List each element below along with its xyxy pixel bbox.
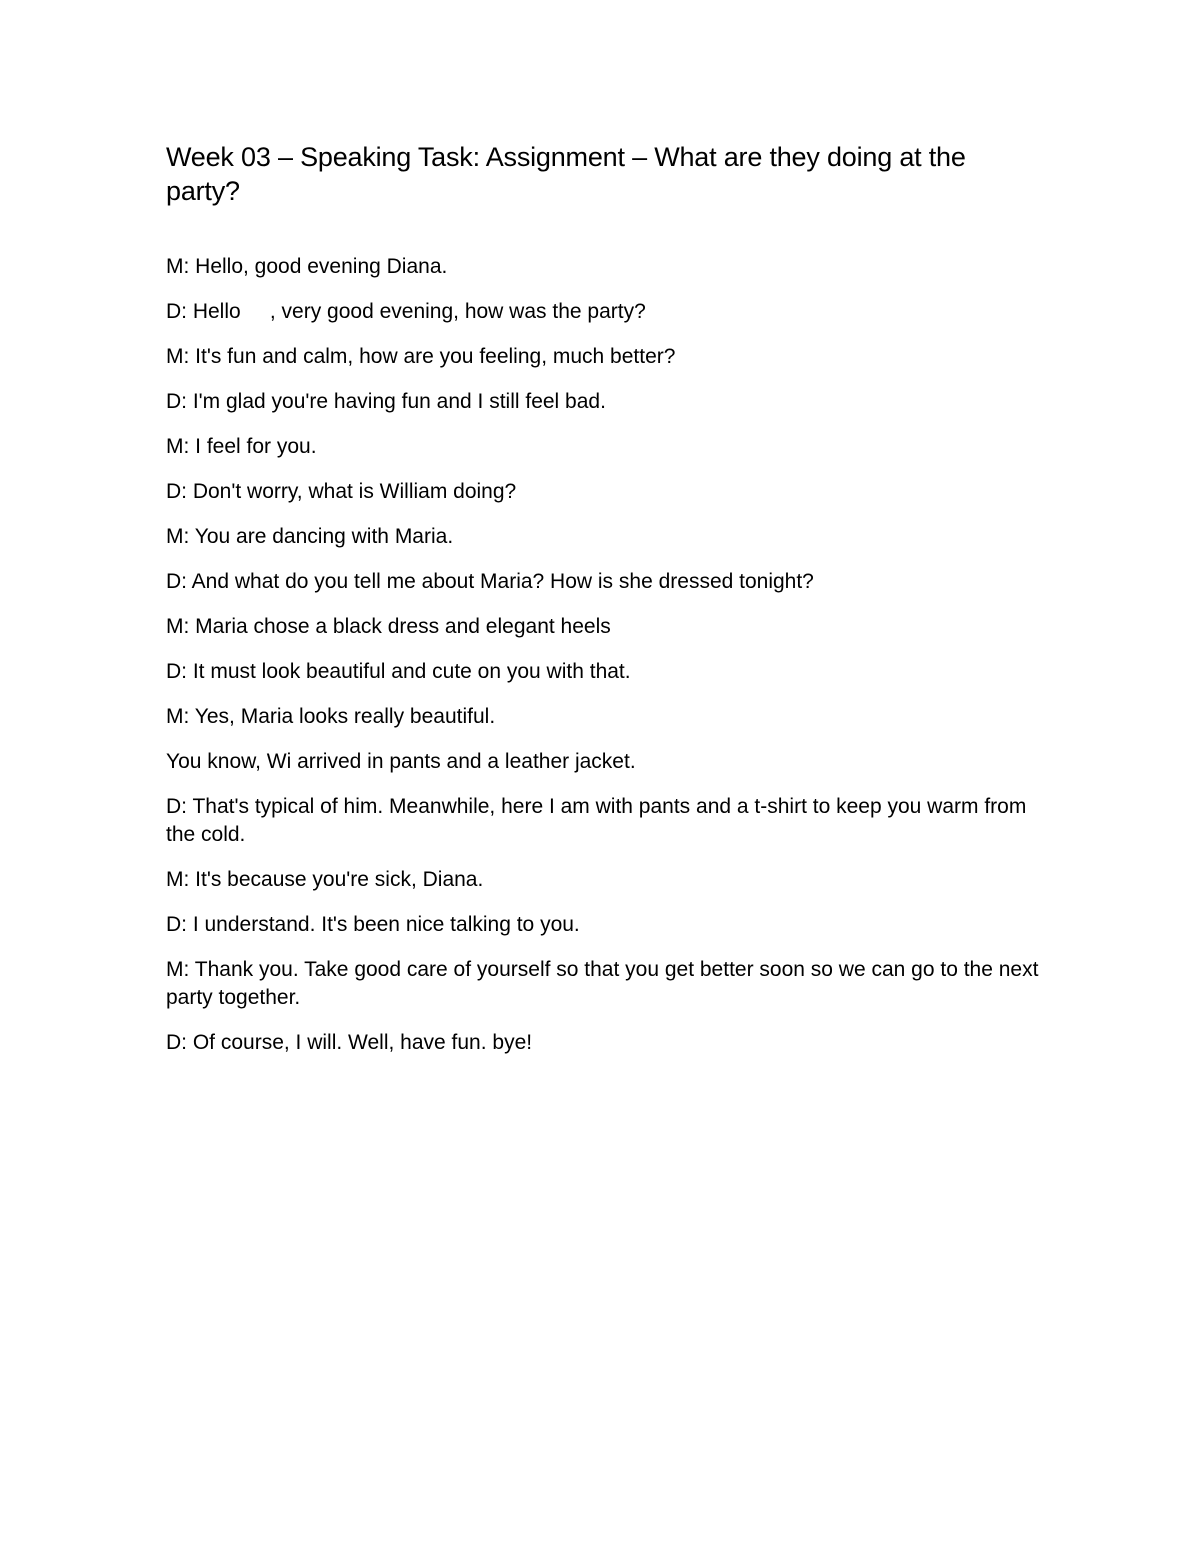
dialogue-line: M: It's fun and calm, how are you feeling, much better?	[166, 345, 676, 368]
dialogue-line: D: And what do you tell me about Maria? How is she dressed tonight?	[166, 570, 814, 593]
dialogue-line: D: Of course, I will. Well, have fun. bye!	[166, 1031, 533, 1054]
dialogue-line: M: It's because you're sick, Diana.	[166, 868, 484, 891]
dialogue-line: D: I'm glad you're having fun and I still feel bad.	[166, 390, 606, 413]
dialogue-line: D: Don't worry, what is William doing?	[166, 480, 517, 503]
dialogue-line: You know, Wi arrived in pants and a leather jacket.	[166, 750, 636, 773]
dialogue-line: D: I understand. It's been nice talking to you.	[166, 913, 580, 936]
dialogue-line: M: Maria chose a black dress and elegant heels	[166, 615, 611, 638]
dialogue-line: M: Hello, good evening Diana.	[166, 255, 448, 278]
dialogue-line: M: I feel for you.	[166, 435, 317, 458]
dialogue-line: D: That's typical of him. Meanwhile, here I am with pants and a t-shirt to keep you warm from the cold.	[166, 795, 1033, 846]
dialogue-line: D: It must look beautiful and cute on you with that.	[166, 660, 631, 683]
dialogue-line: D: Hello , very good evening, how was the party?	[166, 300, 646, 323]
dialogue-line: M: Yes, Maria looks really beautiful.	[166, 705, 496, 728]
dialogue-line: M: Thank you. Take good care of yourself so that you get better soon so we can go to the next party together.	[166, 958, 1045, 1009]
dialogue-line: M: You are dancing with Maria.	[166, 525, 454, 548]
dialogue-list	[166, 253, 1046, 1074]
document-title: Week 03 – Speaking Task: Assignment – What are they doing at the party?	[166, 142, 966, 206]
